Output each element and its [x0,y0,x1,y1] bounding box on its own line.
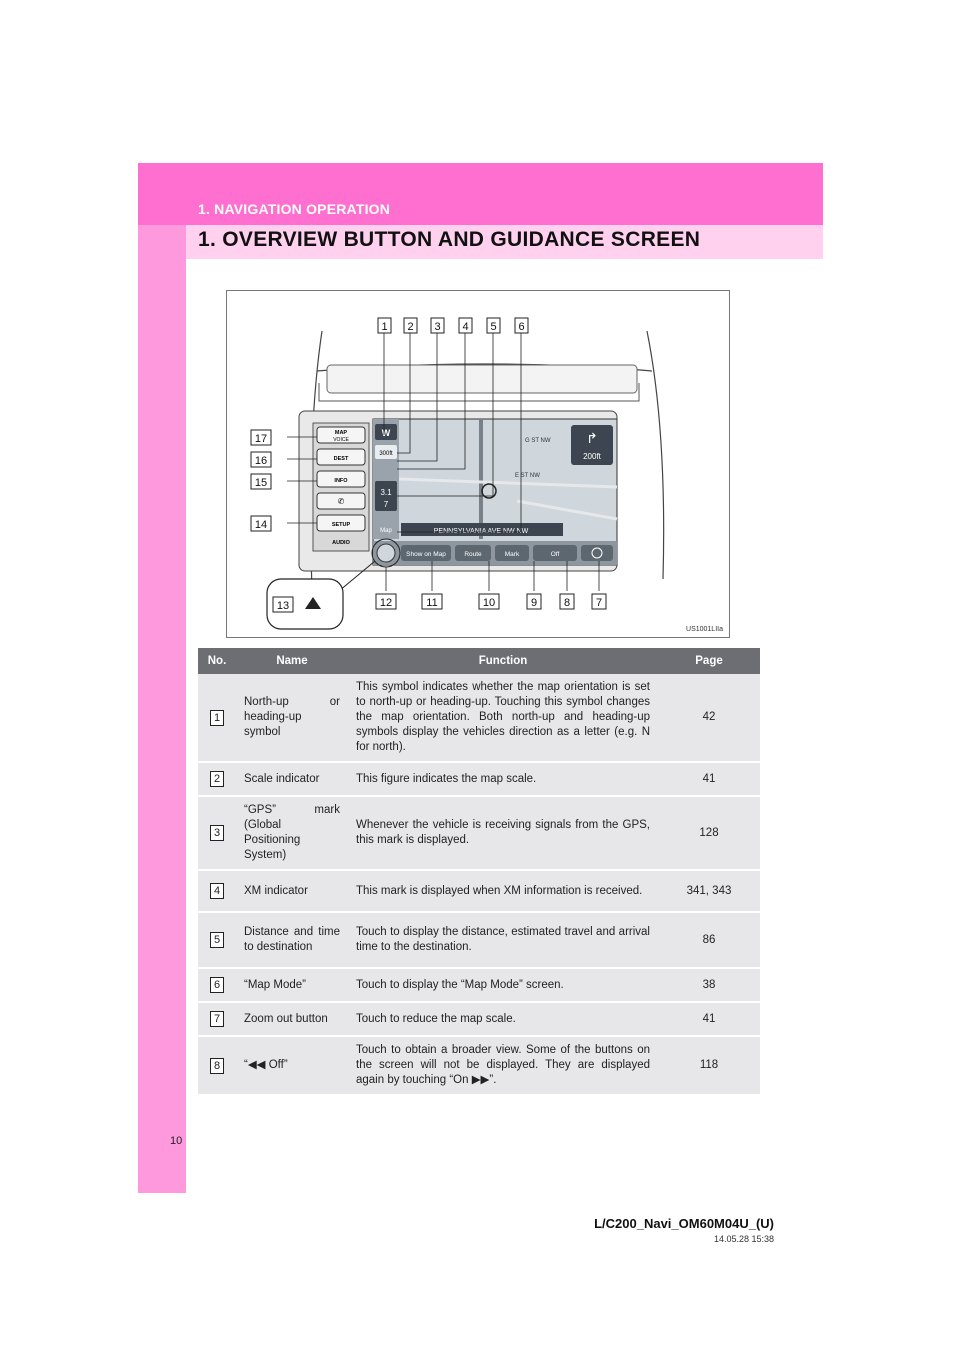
callout-16: 16 [254,455,268,467]
callouts-bottom [376,594,606,609]
callout-8: 8 [563,597,571,609]
callouts-top [378,318,528,333]
item-number: 2 [210,771,224,787]
item-page: 128 [658,796,760,870]
callout-1: 1 [381,321,388,333]
item-name: Distance and time to destination [236,912,348,968]
item-name: Scale indicator [236,762,348,796]
map-mode-readout: Map [380,528,392,534]
callout-12: 12 [379,597,393,609]
item-function: This mark is displayed when XM information is received. [348,870,658,912]
callout-11: 11 [426,597,438,609]
table-header-row [198,648,760,674]
item-number: 3 [210,825,224,841]
item-function: Touch to display the distance, estimated travel and arrival time to the destination. [348,912,658,968]
item-number: 1 [210,710,224,726]
street-label-g: G ST NW [525,438,551,444]
item-page: 341, 343 [658,870,760,912]
current-street-label: PENNSYLVANIA AVE NW NW [433,528,529,535]
item-name: XM indicator [236,870,348,912]
item-number: 6 [210,977,224,993]
item-function: Touch to reduce the map scale. [348,1002,658,1036]
panel-audio-label: AUDIO [332,540,350,546]
panel-map-label: MAP [334,430,348,436]
item-name: “GPS” mark (Global Positioning System) [236,796,348,870]
navigation-screen-figure [226,290,730,638]
callout-3: 3 [434,321,441,333]
function-table [198,648,760,1096]
item-page: 86 [658,912,760,968]
item-page: 118 [658,1036,760,1095]
head-unit-illustration [227,291,729,637]
item-page: 41 [658,1002,760,1036]
header-name: Name [236,648,348,674]
item-name: Zoom out button [236,1002,348,1036]
phone-icon: ✆ [337,497,345,506]
item-number: 4 [210,883,224,899]
callout-15: 15 [254,477,268,489]
item-function: This symbol indicates whether the map orientation is set to north-up or heading-up. Touching this symbol changes the map orientation. Both north-up and heading-up symbols display the vehicles direction as a letter (e.g. N for north). [348,674,658,762]
header-function: Function [348,648,658,674]
distance-readout: 3.1 [380,488,392,497]
print-timestamp: 14.05.28 15:38 [713,1234,774,1244]
panel-voice-label: VOICE [333,437,349,443]
table-row [198,1036,760,1095]
table-row [198,762,760,796]
document-id: L/C200_Navi_OM60M04U_(U) [594,1216,774,1231]
item-function: Touch to display the “Map Mode” screen. [348,968,658,1002]
table-row [198,968,760,1002]
panel-info-label: INFO [334,478,348,484]
item-page: 42 [658,674,760,762]
callout-17: 17 [254,433,268,445]
callout-2: 2 [407,321,414,333]
header-page: Page [658,648,760,674]
route-button-label: Route [464,551,482,558]
item-function: Touch to obtain a broader view. Some of the buttons on the screen will not be displayed. They are displayed again by touching “On ▶▶”. [348,1036,658,1095]
callout-5: 5 [490,321,497,333]
table-row [198,870,760,912]
time-readout: 7 [383,500,389,509]
callout-7: 7 [595,597,603,609]
mark-button-label: Mark [504,551,520,558]
header-no: No. [198,648,236,674]
panel-setup-label: SETUP [331,522,351,528]
callout-6: 6 [518,321,525,333]
orientation-readout: W [381,428,391,438]
page-title: 1. OVERVIEW BUTTON AND GUIDANCE SCREEN [198,228,701,251]
panel-dest-label: DEST [333,456,349,462]
table-row [198,912,760,968]
item-name: “Map Mode” [236,968,348,1002]
page-number: 10 [170,1135,183,1147]
table-row [198,1002,760,1036]
table-row [198,674,760,762]
section-label: 1. NAVIGATION OPERATION [198,201,391,217]
item-name: “◀◀ Off” [236,1036,348,1095]
item-function: This figure indicates the map scale. [348,762,658,796]
figure-code: US1001LIIa [686,626,723,633]
turn-arrow-icon: ↱ [586,431,598,447]
callout-10: 10 [482,597,496,609]
street-label-e: E ST NW [515,473,540,479]
off-button-label: Off [550,551,560,558]
item-page: 41 [658,762,760,796]
callout-14: 14 [254,519,268,531]
table-row [198,796,760,870]
next-turn-distance: 200ft [583,452,601,461]
item-number: 5 [210,932,224,948]
callout-4: 4 [462,321,469,333]
scale-readout: 300ft [379,451,393,457]
callout-13: 13 [276,600,290,612]
callout-9: 9 [530,597,538,609]
item-number: 7 [210,1011,224,1027]
item-number: 8 [210,1058,224,1074]
item-function: Whenever the vehicle is receiving signals from the GPS, this mark is displayed. [348,796,658,870]
show-on-map-button-label: Show on Map [406,551,446,558]
item-page: 38 [658,968,760,1002]
side-color-band [138,163,186,1193]
item-name: North-up or heading-up symbol [236,674,348,762]
